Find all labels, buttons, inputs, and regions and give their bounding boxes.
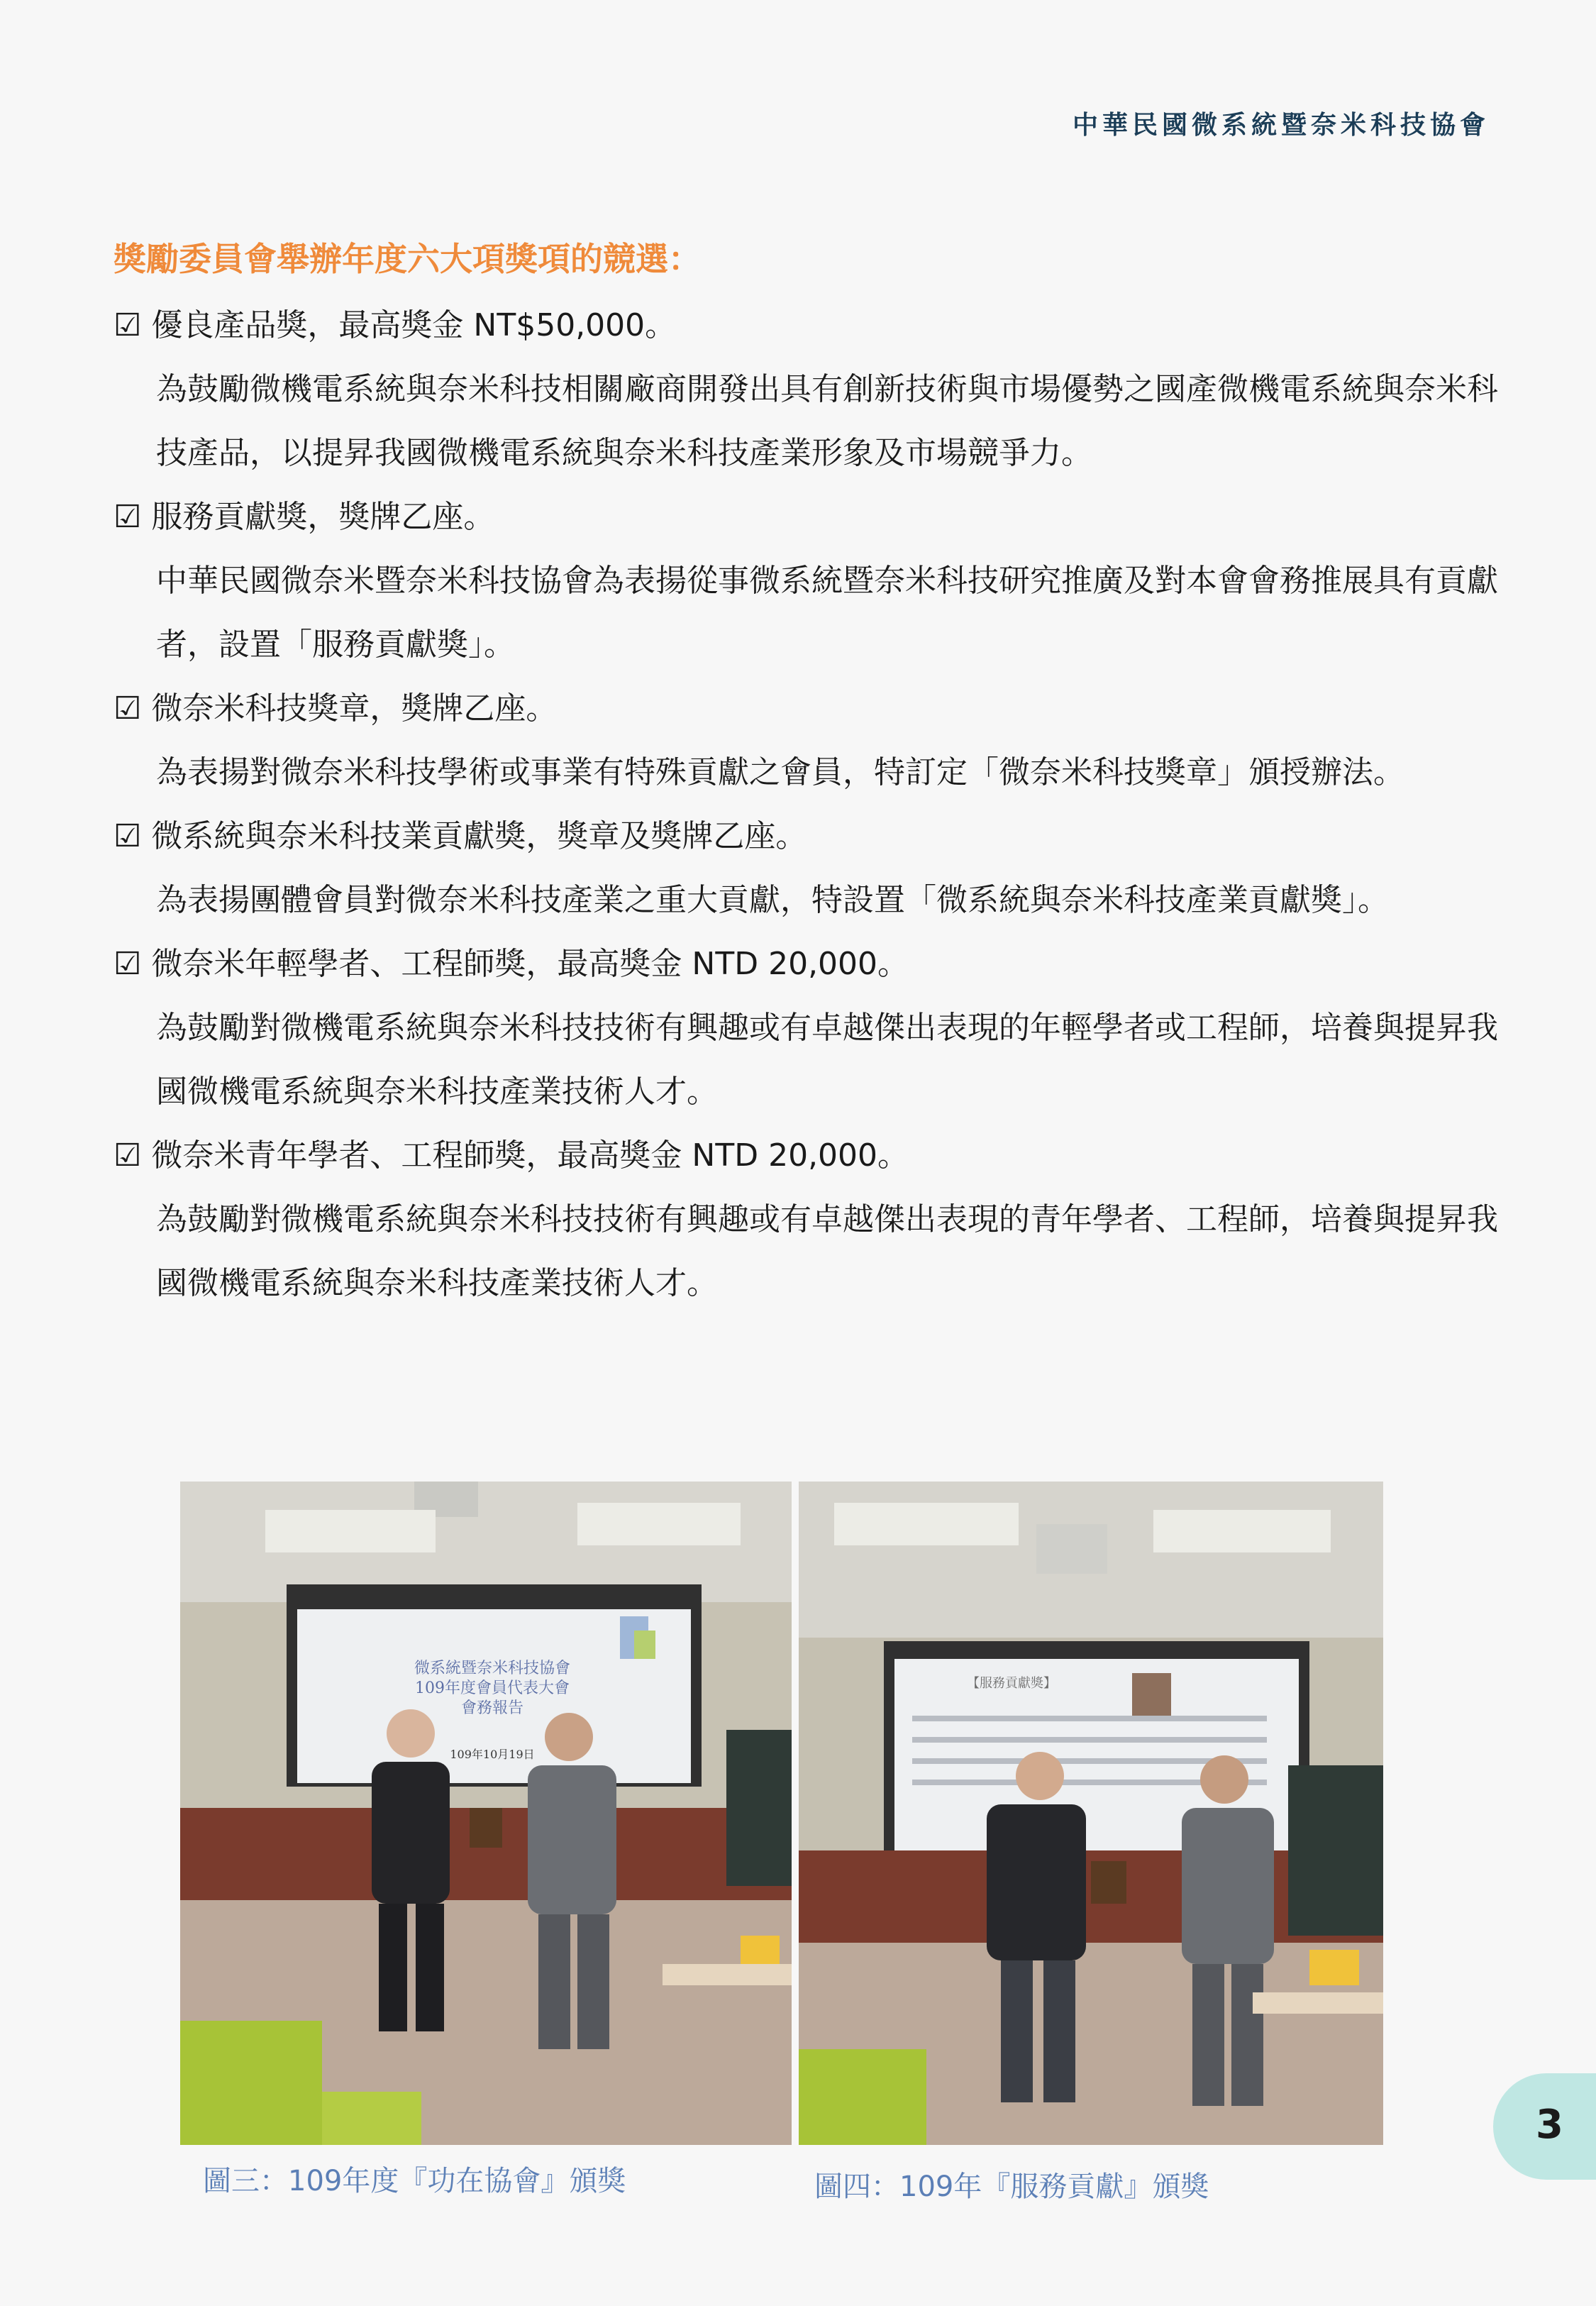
- award-description: 為表揚團體會員對微奈米科技產業之重大貢獻，特設置「微系統與奈米科技產業貢獻獎」。: [156, 882, 1389, 918]
- header-org-name: 中華民國微系統暨奈米科技協會: [1072, 111, 1490, 140]
- award-photo-right: [799, 1482, 1383, 2145]
- award-description: 為鼓勵對微機電系統與奈米科技技術有興趣或有卓越傑出表現的年輕學者或工程師，培養與提昇我國微機電系統與奈米科技產業技術人才。: [156, 1010, 1498, 1110]
- caption-left: 圖三：109年度『功在協會』頒獎: [203, 2165, 626, 2197]
- page-number: 3: [1536, 2102, 1563, 2148]
- screen-title-right: 【服務貢獻獎】: [967, 1676, 1056, 1691]
- award-item: [113, 805, 1504, 932]
- caption-right: 圖四：109年『服務貢獻』頒獎: [814, 2170, 1209, 2203]
- award-description: 中華民國微奈米暨奈米科技協會為表揚從事微系統暨奈米科技研究推廣及對本會會務推展具有貢獻者，設置「服務貢獻獎」。: [156, 563, 1498, 663]
- award-title: ☑ 微奈米青年學者、工程師獎，最高獎金 NTD 20,000。: [113, 1137, 909, 1174]
- award-description: 為表揚對微奈米科技學術或事業有特殊貢獻之會員，特訂定「微奈米科技獎章」頒授辦法。: [156, 754, 1404, 790]
- award-item: [113, 294, 1504, 485]
- screen-title-2: 109年度會員代表大會: [415, 1679, 570, 1697]
- award-title: ☑ 微奈米年輕學者、工程師獎，最高獎金 NTD 20,000。: [113, 946, 909, 982]
- page-number-tab: [1493, 2073, 1596, 2180]
- award-description: 為鼓勵微機電系統與奈米科技相關廠商開發出具有創新技術與市場優勢之國產微機電系統與奈米科技產品，以提昇我國微機電系統與奈米科技產業形象及市場競爭力。: [156, 371, 1498, 471]
- award-item: [113, 485, 1504, 677]
- award-title: ☑ 優良產品獎，最高獎金 NT$50,000。: [113, 307, 677, 343]
- award-item: [113, 932, 1504, 1124]
- award-title: ☑ 微奈米科技獎章，獎牌乙座。: [113, 690, 558, 727]
- screen-date: 109年10月19日: [450, 1748, 535, 1761]
- section-title: 獎勵委員會舉辦年度六大項獎項的競選：: [113, 240, 701, 278]
- award-title: ☑ 服務貢獻獎，獎牌乙座。: [113, 499, 495, 535]
- photo-gallery: [180, 1482, 1383, 2145]
- main-content: [113, 234, 1504, 1315]
- award-photo-left: [180, 1482, 792, 2145]
- award-item: [113, 677, 1504, 805]
- screen-title-1: 微系統暨奈米科技協會: [414, 1660, 571, 1677]
- award-title: ☑ 微系統與奈米科技業貢獻獎，獎章及獎牌乙座。: [113, 818, 807, 854]
- award-item: [113, 1124, 1504, 1315]
- screen-title-3: 會務報告: [460, 1699, 524, 1717]
- award-description: 為鼓勵對微機電系統與奈米科技技術有興趣或有卓越傑出表現的青年學者、工程師，培養與提昇我國微機電系統與奈米科技產業技術人才。: [156, 1201, 1498, 1301]
